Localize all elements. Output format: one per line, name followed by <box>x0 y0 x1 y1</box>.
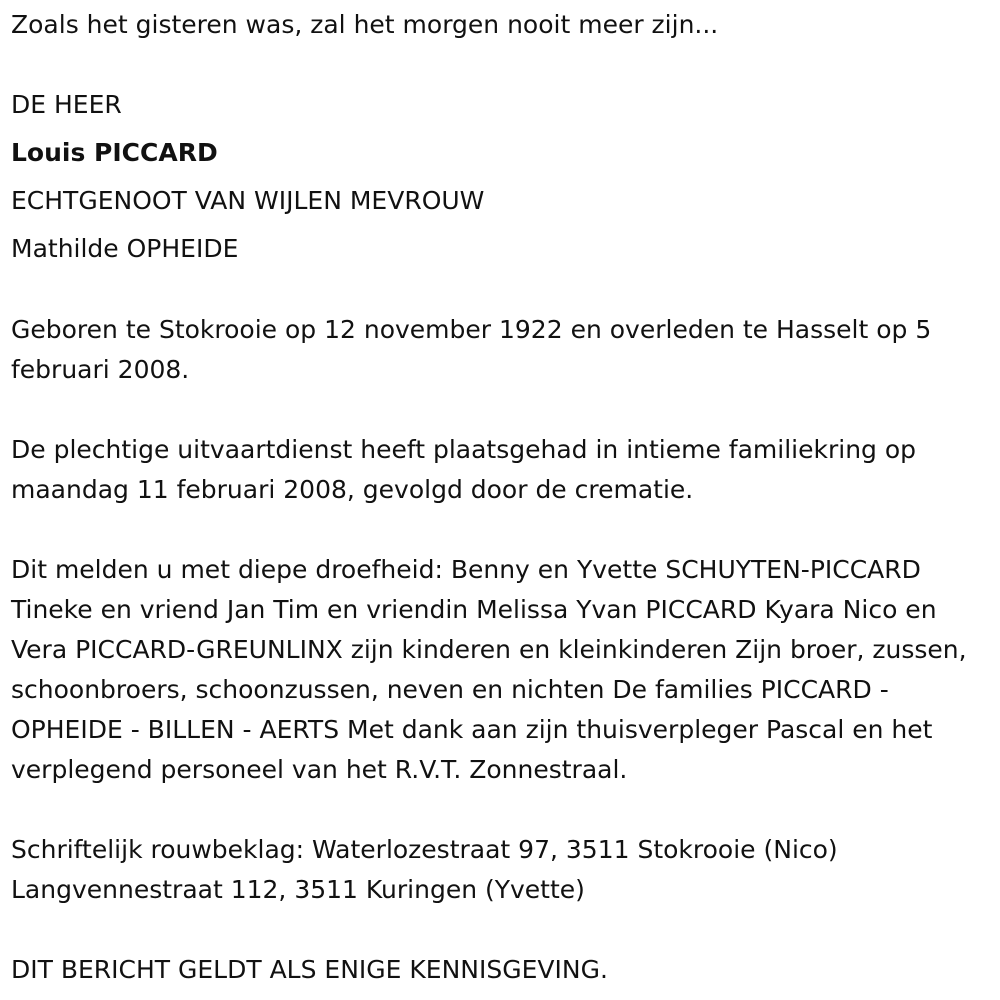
spouse-name: Mathilde OPHEIDE <box>11 234 239 263</box>
condolences-paragraph: Schriftelijk rouwbeklag: Waterlozestraat 97, 3511 Stokrooie (Nico) Langvennestraat 112, 3511 Kuringen (Yvette) <box>11 835 838 904</box>
salutation: DE HEER <box>11 90 122 119</box>
notice-line: DIT BERICHT GELDT ALS ENIGE KENNISGEVING. <box>11 955 608 984</box>
birth-death-paragraph: Geboren te Stokrooie op 12 november 1922 en overleden te Hasselt op 5 februari 2008. <box>11 315 932 384</box>
funeral-paragraph: De plechtige uitvaartdienst heeft plaatsgehad in intieme familiekring op maandag 11 februari 2008, gevolgd door de crematie. <box>11 435 917 504</box>
family-paragraph: Dit melden u met diepe droefheid: Benny en Yvette SCHUYTEN-PICCARD Tineke en vriend Jan Tim en vriendin Melissa Yvan PICCARD Kyara Nico en Vera PICCARD-GREUNLINX zijn kinderen en kleinkinderen Zijn broer, zussen, schoonbroers, schoonzussen, neven en nichten De families PICCARD - OPHEIDE - BILLEN - AERTS Met dank aan zijn thuisverpleger Pascal en het verplegend personeel van het R.V.T. Zonnestraal. <box>11 555 967 784</box>
deceased-name: Louis PICCARD <box>11 138 218 167</box>
relation-line: ECHTGENOOT VAN WIJLEN MEVROUW <box>11 186 485 215</box>
motto-line: Zoals het gisteren was, zal het morgen nooit meer zijn... <box>11 10 719 39</box>
